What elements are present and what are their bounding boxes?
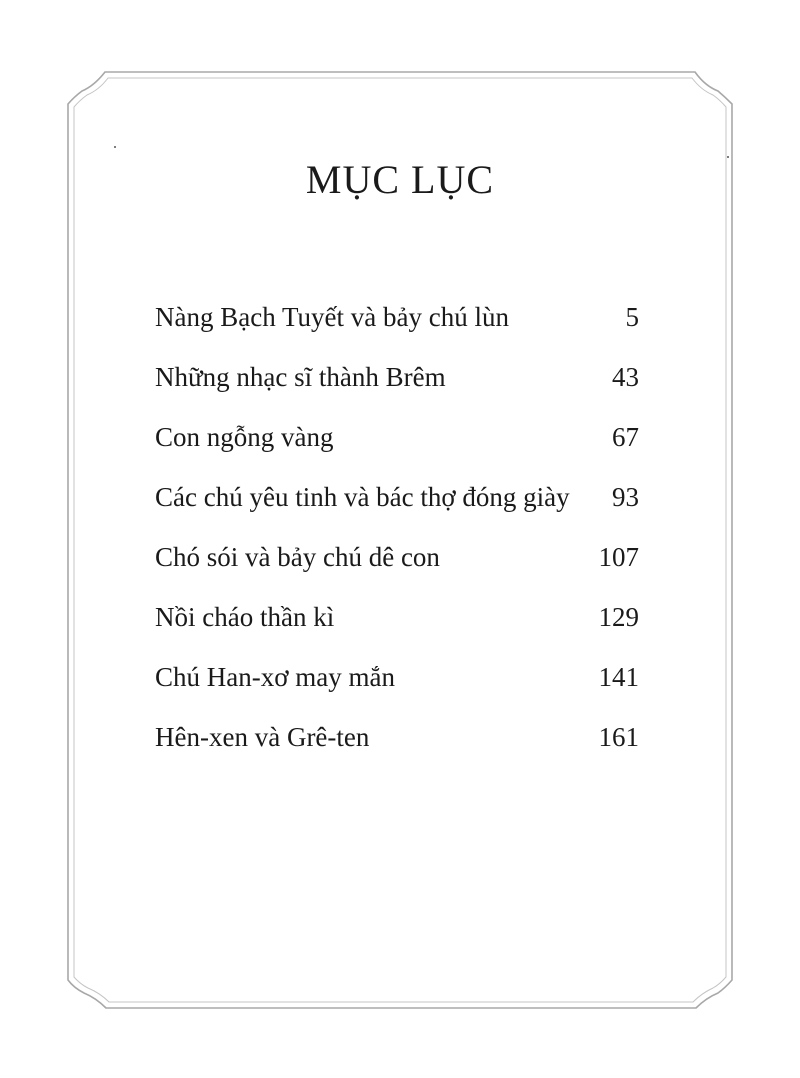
page-title: MỤC LỤC <box>305 157 495 202</box>
toc-entry-page: 43 <box>612 362 639 392</box>
toc-entry-page: 141 <box>598 662 639 692</box>
toc-entry-title: Con ngỗng vàng <box>155 422 334 452</box>
toc-entry-page: 129 <box>598 602 639 632</box>
toc-entry-page: 161 <box>598 722 639 752</box>
toc-entry <box>155 542 639 602</box>
toc-entry <box>155 482 639 542</box>
toc-entry-title: Hên-xen và Grê-ten <box>155 722 370 752</box>
toc-entry <box>155 422 639 482</box>
table-of-contents <box>155 302 639 782</box>
toc-entry-title: Chú Han-xơ may mắn <box>155 662 395 692</box>
toc-entry <box>155 602 639 662</box>
toc-entry-page: 5 <box>625 302 639 332</box>
toc-entry-page: 107 <box>598 542 639 572</box>
toc-entry-title: Chó sói và bảy chú dê con <box>155 542 440 572</box>
toc-entry-page: 67 <box>612 422 639 452</box>
toc-entry <box>155 362 639 422</box>
toc-entry <box>155 662 639 722</box>
toc-entry-page: 93 <box>612 482 639 512</box>
toc-entry-title: Nàng Bạch Tuyết và bảy chú lùn <box>155 302 509 332</box>
toc-entry-title: Nồi cháo thần kì <box>155 602 335 632</box>
print-speck <box>114 146 116 148</box>
toc-entry <box>155 302 639 362</box>
toc-entry <box>155 722 639 782</box>
toc-entry-title: Các chú yêu tinh và bác thợ đóng giày <box>155 482 570 512</box>
toc-entry-title: Những nhạc sĩ thành Brêm <box>155 362 446 392</box>
